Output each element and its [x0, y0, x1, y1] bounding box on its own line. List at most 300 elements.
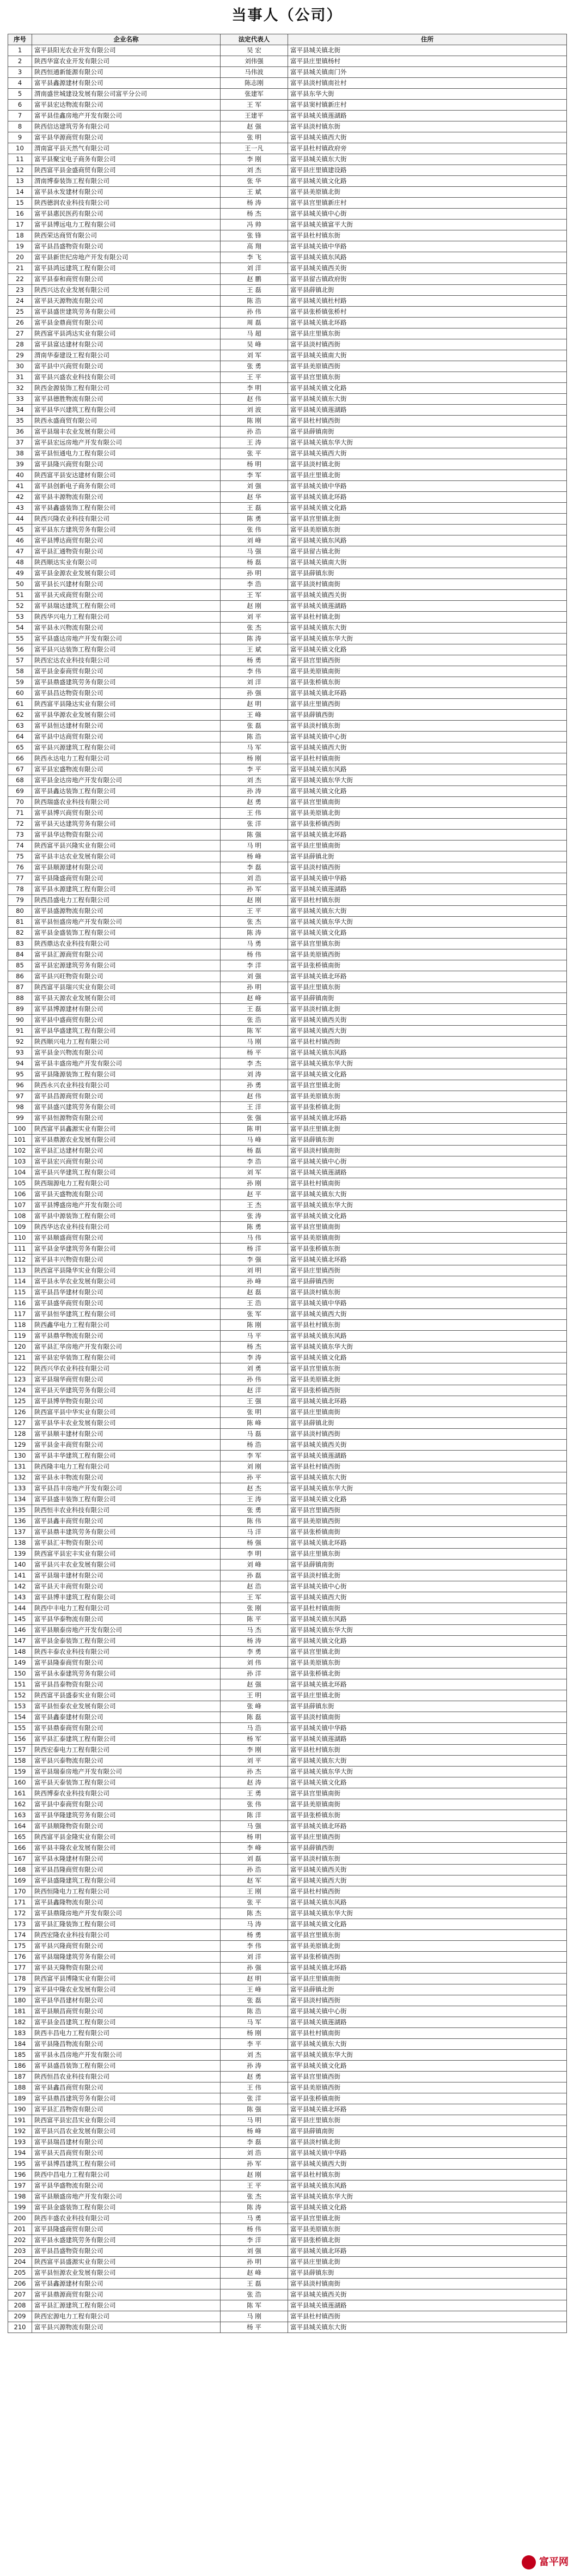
table-row [8, 89, 567, 100]
company-name: 富平县金华建筑劳务有限公司 [32, 1244, 221, 1254]
company-name: 富平县华泰物流有限公司 [32, 1614, 221, 1625]
table-row [8, 1777, 567, 1788]
company-name: 富平县鸿远建筑工程有限公司 [32, 263, 221, 274]
address: 富平县城关镇中华路 [288, 241, 567, 252]
table-row [8, 2289, 567, 2300]
address: 富平县薛镇南街 [288, 1560, 567, 1570]
table-row [8, 2159, 567, 2170]
company-name: 富平县隆兴商贸有限公司 [32, 459, 221, 470]
address: 富平县杜村镇东街 [288, 895, 567, 906]
company-name: 富平县鑫隆物流有限公司 [32, 1897, 221, 1908]
row-number: 127 [8, 1418, 32, 1429]
row-number: 145 [8, 1614, 32, 1625]
row-number: 192 [8, 2126, 32, 2137]
company-name: 富平县鼎源农业发展有限公司 [32, 1135, 221, 1146]
table-row [8, 1167, 567, 1178]
company-name: 富平县永丰物流有限公司 [32, 1472, 221, 1483]
legal-representative: 刘 平 [221, 612, 288, 623]
address: 富平县城关镇东华大街 [288, 437, 567, 448]
address: 富平县美原镇北街 [288, 808, 567, 819]
address: 富平县城关镇西大街 [288, 1875, 567, 1886]
address: 富平县薛镇东街 [288, 568, 567, 579]
row-number: 73 [8, 830, 32, 841]
table-row [8, 841, 567, 851]
address: 富平县城关镇西大街 [288, 132, 567, 143]
legal-representative: 陈 刚 [221, 416, 288, 427]
table-row [8, 851, 567, 862]
row-number: 120 [8, 1342, 32, 1353]
table-row [8, 601, 567, 612]
row-number: 207 [8, 2289, 32, 2300]
row-number: 134 [8, 1494, 32, 1505]
table-row [8, 132, 567, 143]
page-title: 当事人（公司） [231, 7, 343, 24]
address: 富平县淡村镇南街 [288, 2279, 567, 2289]
legal-representative: 马 明 [221, 2115, 288, 2126]
row-number: 105 [8, 1178, 32, 1189]
legal-representative: 马 峰 [221, 1135, 288, 1146]
row-number: 70 [8, 797, 32, 808]
legal-representative: 王 刚 [221, 1886, 288, 1897]
company-name: 富平县汇泰建筑工程有限公司 [32, 1734, 221, 1745]
legal-representative: 杨 军 [221, 1734, 288, 1745]
company-name: 陕西富平县盛源实业有限公司 [32, 2257, 221, 2268]
company-name: 富平县鑫源建材有限公司 [32, 78, 221, 89]
row-number: 150 [8, 1668, 32, 1679]
legal-representative: 陈 涛 [221, 634, 288, 644]
company-name: 渭南盛世城建设发展有限公司富平分公司 [32, 89, 221, 100]
company-name: 富平县天源农业发展有限公司 [32, 993, 221, 1004]
address: 富平县城关镇西关街 [288, 1015, 567, 1026]
address: 富平县庄里镇北街 [288, 2257, 567, 2268]
address: 富平县城关镇中心街 [288, 1581, 567, 1592]
table-row [8, 1679, 567, 1690]
legal-representative: 赵 华 [221, 492, 288, 503]
row-number: 142 [8, 1581, 32, 1592]
table-row [8, 1516, 567, 1527]
table-row [8, 1636, 567, 1647]
address: 富平县宫里镇北街 [288, 514, 567, 525]
company-name: 陕西兴华农业科技有限公司 [32, 1363, 221, 1374]
company-name: 陕西恒通新能源有限公司 [32, 67, 221, 78]
legal-representative: 李 飞 [221, 252, 288, 263]
company-name: 陕西瑞盛农业科技有限公司 [32, 797, 221, 808]
table-row [8, 928, 567, 939]
table-row [8, 285, 567, 296]
company-name: 富平县汇通物资有限公司 [32, 546, 221, 557]
legal-representative: 李 勇 [221, 1647, 288, 1658]
address: 富平县美原镇西街 [288, 361, 567, 372]
legal-representative: 李 军 [221, 470, 288, 481]
legal-representative: 孙 平 [221, 1472, 288, 1483]
address: 富平县庄里镇建设路 [288, 165, 567, 176]
address: 富平县美原镇西街 [288, 2082, 567, 2093]
company-name: 富平县永兴物流有限公司 [32, 623, 221, 634]
legal-representative: 赵 鹏 [221, 274, 288, 285]
table-row [8, 721, 567, 732]
legal-representative: 孙 明 [221, 982, 288, 993]
legal-representative: 王 洋 [221, 1102, 288, 1113]
table-row [8, 2093, 567, 2104]
row-number: 148 [8, 1647, 32, 1658]
company-name: 富平县天隆物资有限公司 [32, 1963, 221, 1974]
legal-representative: 张 磊 [221, 1995, 288, 2006]
address: 富平县薛镇西街 [288, 1276, 567, 1287]
legal-representative: 刘 磊 [221, 1854, 288, 1865]
row-number: 60 [8, 688, 32, 699]
legal-representative: 陈 浩 [221, 296, 288, 307]
company-name: 富平县华达物资有限公司 [32, 830, 221, 841]
row-number: 171 [8, 1897, 32, 1908]
legal-representative: 赵 强 [221, 121, 288, 132]
row-number: 91 [8, 1026, 32, 1037]
legal-representative: 马 勇 [221, 2213, 288, 2224]
company-name: 陕西富平县安达建材有限公司 [32, 470, 221, 481]
company-name: 富平县永发建材有限公司 [32, 187, 221, 198]
company-name: 富平县金鼎商贸有限公司 [32, 318, 221, 328]
company-name: 富平县天盛物流有限公司 [32, 1189, 221, 1200]
table-row [8, 2300, 567, 2311]
row-number: 81 [8, 917, 32, 928]
legal-representative: 张 浩 [221, 2289, 288, 2300]
table-row [8, 78, 567, 89]
legal-representative: 张 平 [221, 448, 288, 459]
row-number: 4 [8, 78, 32, 89]
legal-representative: 张 杰 [221, 623, 288, 634]
legal-representative: 孙 峰 [221, 1276, 288, 1287]
company-name: 陕西富平县隆华实业有限公司 [32, 1265, 221, 1276]
row-number: 113 [8, 1265, 32, 1276]
address: 富平县杜村镇东街 [288, 230, 567, 241]
company-name: 富平县鼎华物流有限公司 [32, 1331, 221, 1342]
row-number: 85 [8, 960, 32, 971]
row-number: 110 [8, 1233, 32, 1244]
address: 富平县薛镇北街 [288, 1984, 567, 1995]
row-number: 74 [8, 841, 32, 851]
legal-representative: 王 军 [221, 100, 288, 111]
address: 富平县杜村镇南街 [288, 1603, 567, 1614]
legal-representative: 王 浩 [221, 1298, 288, 1309]
row-number: 36 [8, 427, 32, 437]
legal-representative: 李 磊 [221, 2137, 288, 2148]
table-row [8, 209, 567, 220]
company-name: 富平县汇隆装饰工程有限公司 [32, 1919, 221, 1930]
row-number: 18 [8, 230, 32, 241]
legal-representative: 王 斌 [221, 187, 288, 198]
company-name: 富平县富达建材有限公司 [32, 339, 221, 350]
address: 富平县淡村镇东街 [288, 1287, 567, 1298]
row-number: 132 [8, 1472, 32, 1483]
company-name: 富平县华源商贸有限公司 [32, 132, 221, 143]
company-name: 陕西鑫华电力工程有限公司 [32, 1320, 221, 1331]
address: 富平县城关镇北环路 [288, 1963, 567, 1974]
legal-representative: 陈 浩 [221, 732, 288, 742]
address: 富平县美原镇北街 [288, 1941, 567, 1952]
legal-representative: 杨 峰 [221, 2126, 288, 2137]
table-row [8, 2170, 567, 2181]
row-number: 147 [8, 1636, 32, 1647]
legal-representative: 陈 强 [221, 830, 288, 841]
row-number: 169 [8, 1875, 32, 1886]
row-number: 102 [8, 1146, 32, 1156]
row-number: 152 [8, 1690, 32, 1701]
row-number: 126 [8, 1407, 32, 1418]
legal-representative: 张 浩 [221, 1015, 288, 1026]
table-row [8, 1767, 567, 1777]
company-name: 陕西永盛商贸有限公司 [32, 416, 221, 427]
table-row [8, 1058, 567, 1069]
company-name: 陕西富平县盛泰实业有限公司 [32, 1690, 221, 1701]
row-number: 63 [8, 721, 32, 732]
table-row [8, 1331, 567, 1342]
company-name: 富平县德胜物流有限公司 [32, 394, 221, 405]
legal-representative: 陈 军 [221, 2300, 288, 2311]
legal-representative: 杨 洋 [221, 1244, 288, 1254]
address: 富平县张桥镇南街 [288, 2093, 567, 2104]
legal-representative: 杨 浩 [221, 1440, 288, 1451]
table-row [8, 2322, 567, 2333]
address: 富平县杜村镇南街 [288, 753, 567, 764]
legal-representative: 李 洋 [221, 960, 288, 971]
table-row [8, 45, 567, 56]
row-number: 68 [8, 775, 32, 786]
table-row [8, 405, 567, 416]
address: 富平县淡村镇东街 [288, 1854, 567, 1865]
address: 富平县杜村镇西街 [288, 1037, 567, 1048]
address: 富平县张桥镇北街 [288, 1102, 567, 1113]
header-address: 住所 [288, 34, 567, 45]
row-number: 80 [8, 906, 32, 917]
table-row [8, 1875, 567, 1886]
header-no: 序号 [8, 34, 32, 45]
table-row [8, 1451, 567, 1461]
row-number: 100 [8, 1124, 32, 1135]
legal-representative: 陈 杰 [221, 1908, 288, 1919]
company-name: 富平县中源装饰工程有限公司 [32, 1211, 221, 1222]
legal-representative: 赵 刚 [221, 601, 288, 612]
legal-representative: 张 华 [221, 176, 288, 187]
table-row [8, 1156, 567, 1167]
table-row [8, 895, 567, 906]
legal-representative: 赵 勇 [221, 2072, 288, 2082]
legal-representative: 冯 帅 [221, 220, 288, 230]
company-name: 富平县金达房地产开发有限公司 [32, 775, 221, 786]
address: 富平县庄里镇北街 [288, 1690, 567, 1701]
legal-representative: 孙 洋 [221, 1668, 288, 1679]
legal-representative: 张 杰 [221, 917, 288, 928]
address: 富平县张桥镇南街 [288, 960, 567, 971]
row-number: 34 [8, 405, 32, 416]
address: 富平县城关镇文化路 [288, 1494, 567, 1505]
address: 富平县庄里镇南街 [288, 841, 567, 851]
address: 富平县薛镇西街 [288, 1843, 567, 1854]
table-row [8, 1189, 567, 1200]
legal-representative: 赵 伟 [221, 394, 288, 405]
table-row [8, 241, 567, 252]
address: 富平县城关镇西大街 [288, 1592, 567, 1603]
company-name: 富平县丰源物流有限公司 [32, 492, 221, 503]
legal-representative: 张 勇 [221, 1505, 288, 1516]
company-name: 陕西丰昌电力工程有限公司 [32, 2028, 221, 2039]
legal-representative: 张 伟 [221, 1799, 288, 1810]
address: 富平县城关镇莲湖路 [288, 111, 567, 121]
row-number: 157 [8, 1745, 32, 1756]
company-name: 陕西丰盛农业科技有限公司 [32, 2213, 221, 2224]
table-row [8, 797, 567, 808]
table-row [8, 459, 567, 470]
legal-representative: 陈 浩 [221, 2006, 288, 2017]
legal-representative: 张 伟 [221, 525, 288, 535]
row-number: 75 [8, 851, 32, 862]
address: 富平县城关镇北环路 [288, 688, 567, 699]
legal-representative: 刘 杰 [221, 2050, 288, 2061]
address: 富平县城关镇中华路 [288, 1723, 567, 1734]
table-row [8, 568, 567, 579]
legal-representative: 张 洋 [221, 819, 288, 830]
address: 富平县城关镇文化路 [288, 503, 567, 514]
table-row [8, 2006, 567, 2017]
address: 富平县城关镇北环路 [288, 971, 567, 982]
row-number: 209 [8, 2311, 32, 2322]
table-row [8, 1309, 567, 1320]
legal-representative: 陈 涛 [221, 2202, 288, 2213]
company-name: 富平县鼎源商贸有限公司 [32, 2289, 221, 2300]
row-number: 131 [8, 1461, 32, 1472]
legal-representative: 孙 军 [221, 884, 288, 895]
address: 富平县城关镇东华大街 [288, 634, 567, 644]
address: 富平县薛镇南街 [288, 993, 567, 1004]
row-number: 45 [8, 525, 32, 535]
address: 富平县薛镇西街 [288, 710, 567, 721]
row-number: 137 [8, 1527, 32, 1538]
address: 富平县宫里镇东街 [288, 1930, 567, 1941]
address: 富平县城关镇中华路 [288, 873, 567, 884]
row-number: 67 [8, 764, 32, 775]
row-number: 156 [8, 1734, 32, 1745]
legal-representative: 杨 涛 [221, 1636, 288, 1647]
table-row [8, 481, 567, 492]
row-number: 109 [8, 1222, 32, 1233]
legal-representative: 赵 刚 [221, 2170, 288, 2181]
company-name: 富平县昌华建材有限公司 [32, 1287, 221, 1298]
address: 富平县城关镇北环路 [288, 1113, 567, 1124]
row-number: 1 [8, 45, 32, 56]
company-name: 陕西金源装饰工程有限公司 [32, 383, 221, 394]
address: 富平县庄里镇南街 [288, 1407, 567, 1418]
legal-representative: 刘伟强 [221, 56, 288, 67]
company-name: 富平县恒达建材有限公司 [32, 721, 221, 732]
legal-representative: 杨 杰 [221, 1342, 288, 1353]
table-row [8, 154, 567, 165]
legal-representative: 高 翔 [221, 241, 288, 252]
table-row [8, 1026, 567, 1037]
row-number: 54 [8, 623, 32, 634]
address: 富平县美原镇东街 [288, 525, 567, 535]
company-name: 富平县昌盛物资有限公司 [32, 241, 221, 252]
table-row [8, 612, 567, 623]
row-number: 173 [8, 1919, 32, 1930]
legal-representative: 王 涛 [221, 1494, 288, 1505]
legal-representative: 陈 勇 [221, 1222, 288, 1233]
company-name: 富平县金泰装饰工程有限公司 [32, 1636, 221, 1647]
address: 富平县庄里镇西街 [288, 699, 567, 710]
row-number: 33 [8, 394, 32, 405]
company-name: 富平县永隆建材有限公司 [32, 1854, 221, 1865]
company-name: 富平县恒源物资有限公司 [32, 1113, 221, 1124]
address: 富平县庄里镇西街 [288, 1832, 567, 1843]
legal-representative: 马 杰 [221, 1625, 288, 1636]
legal-representative: 陈 勇 [221, 514, 288, 525]
row-number: 181 [8, 2006, 32, 2017]
table-row [8, 1712, 567, 1723]
row-number: 9 [8, 132, 32, 143]
table-row [8, 307, 567, 318]
row-number: 20 [8, 252, 32, 263]
address: 富平县城关镇文化路 [288, 786, 567, 797]
row-number: 97 [8, 1091, 32, 1102]
legal-representative: 张 洋 [221, 2093, 288, 2104]
row-number: 8 [8, 121, 32, 132]
table-row [8, 1908, 567, 1919]
row-number: 198 [8, 2191, 32, 2202]
row-number: 202 [8, 2235, 32, 2246]
company-name: 富平县鑫泰建材有限公司 [32, 1712, 221, 1723]
company-name: 富平县宏达物流有限公司 [32, 100, 221, 111]
address: 富平县城关镇北环路 [288, 1821, 567, 1832]
row-number: 51 [8, 590, 32, 601]
legal-representative: 王 涛 [221, 437, 288, 448]
legal-representative: 张 勇 [221, 361, 288, 372]
address: 富平县宫里镇北街 [288, 1647, 567, 1658]
address: 富平县杜村镇南街 [288, 1178, 567, 1189]
legal-representative: 孙 明 [221, 568, 288, 579]
table-row [8, 579, 567, 590]
row-number: 64 [8, 732, 32, 742]
company-name: 富平县昌丰房地产开发有限公司 [32, 1483, 221, 1494]
company-name: 富平县金盛装饰工程有限公司 [32, 928, 221, 939]
table-row [8, 448, 567, 459]
address: 富平县薛镇东街 [288, 1701, 567, 1712]
table-row [8, 492, 567, 503]
address: 富平县城关镇西大街 [288, 2159, 567, 2170]
row-number: 35 [8, 416, 32, 427]
company-name: 陕西富平县金盛商贸有限公司 [32, 165, 221, 176]
legal-representative: 王一凡 [221, 143, 288, 154]
legal-representative: 刘 强 [221, 481, 288, 492]
row-number: 115 [8, 1287, 32, 1298]
company-name: 富平县盛世建筑劳务有限公司 [32, 307, 221, 318]
table-row [8, 2257, 567, 2268]
legal-representative: 陈 洋 [221, 1810, 288, 1821]
row-number: 159 [8, 1767, 32, 1777]
company-name: 富平县兴达装饰工程有限公司 [32, 644, 221, 655]
legal-representative: 孙 强 [221, 1963, 288, 1974]
company-name: 富平县恒华建筑工程有限公司 [32, 1309, 221, 1320]
legal-representative: 李 涛 [221, 1353, 288, 1363]
company-name: 陕西恒丰农业科技有限公司 [32, 1505, 221, 1516]
legal-representative: 刘 浩 [221, 873, 288, 884]
company-name: 陕西富平县隆达实业有限公司 [32, 699, 221, 710]
row-number: 158 [8, 1756, 32, 1767]
address: 富平县美原镇南街 [288, 1233, 567, 1244]
company-name: 富平县顺源建材有限公司 [32, 862, 221, 873]
row-number: 122 [8, 1363, 32, 1374]
row-number: 21 [8, 263, 32, 274]
company-name: 富平县东方建筑劳务有限公司 [32, 525, 221, 535]
company-name: 陕西恒昌农业科技有限公司 [32, 2072, 221, 2082]
address: 富平县城关镇东风路 [288, 764, 567, 775]
legal-representative: 赵 刚 [221, 895, 288, 906]
